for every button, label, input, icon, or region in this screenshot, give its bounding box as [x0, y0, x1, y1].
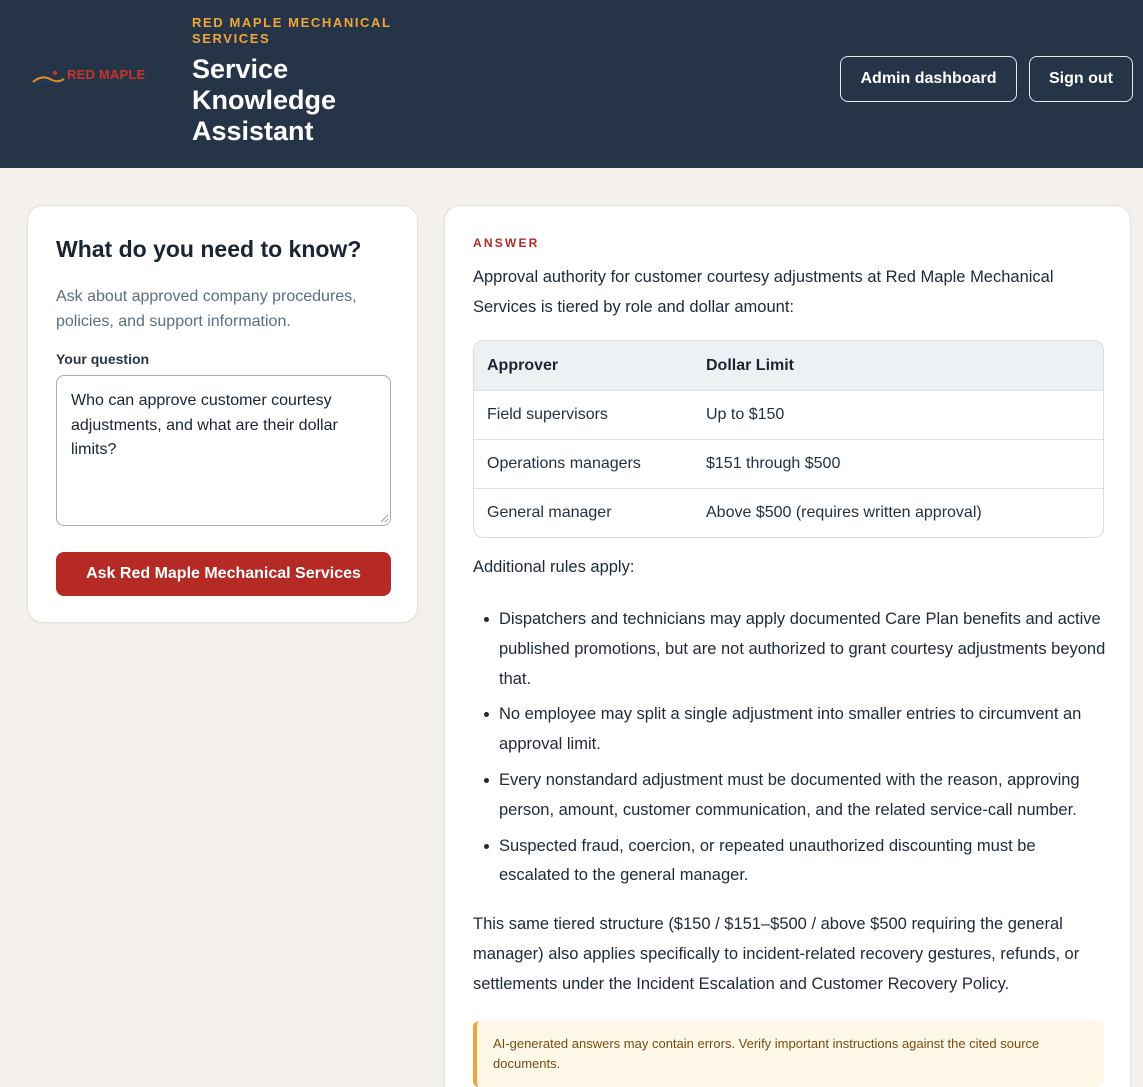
question-label: Your question	[56, 351, 150, 367]
app-title: Service Knowledge Assistant	[192, 54, 337, 146]
maple-swoosh-icon	[30, 62, 70, 92]
table-cell-approver: Field supervisors	[487, 406, 608, 423]
list-item: Every nonstandard adjustment must be documented with the reason, approving person, amount, customer communication, and the related service-call number.	[473, 766, 1108, 826]
brand-block	[192, 15, 422, 147]
ask-submit-button[interactable]: Ask Red Maple Mechanical Services	[56, 552, 391, 596]
table-row	[474, 439, 1103, 488]
table-cell-limit: Above $500 (requires written approval)	[706, 504, 982, 521]
answer-intro: Approval authority for customer courtesy adjustments at Red Maple Mechanical Services is tiered by role and dollar amount:	[473, 268, 1054, 316]
top-header	[0, 0, 1143, 168]
table-cell-approver: General manager	[487, 504, 612, 521]
table-header-row	[474, 341, 1103, 390]
table-row	[474, 390, 1103, 439]
ask-subtitle: Ask about approved company procedures, policies, and support information.	[56, 288, 357, 330]
list-item: Dispatchers and technicians may apply documented Care Plan benefits and active published promotions, but are not authorized to grant courtesy adjustments beyond that.	[473, 605, 1108, 694]
answer-closing: This same tiered structure ($150 / $151–$500 / above $500 requiring the general manager) also applies specifically to incident-related recovery gestures, refunds, or settlements under the Incident Escalation and Customer Recovery Policy.	[473, 915, 1080, 993]
rules-intro: Additional rules apply:	[473, 558, 635, 576]
list-item: No employee may split a single adjustment into smaller entries to circumvent an approval limit.	[473, 700, 1108, 760]
ask-panel	[27, 205, 418, 623]
ai-disclaimer: AI-generated answers may contain errors. Verify important instructions against the cited source documents.	[473, 1021, 1104, 1087]
admin-dashboard-button[interactable]: Admin dashboard	[840, 56, 1017, 102]
company-eyebrow: RED MAPLE MECHANICAL SERVICES	[192, 15, 392, 46]
rules-list	[473, 605, 1108, 897]
table-cell-limit: $151 through $500	[706, 455, 841, 472]
resize-grip-icon[interactable]	[380, 514, 389, 523]
table-header-approver: Approver	[487, 356, 559, 374]
table-row	[474, 488, 1103, 537]
approval-table	[473, 340, 1104, 538]
sign-out-button[interactable]: Sign out	[1029, 56, 1133, 102]
answer-panel	[444, 205, 1131, 1087]
answer-eyebrow: ANSWER	[473, 236, 540, 250]
table-cell-limit: Up to $150	[706, 406, 785, 423]
question-input[interactable]	[56, 375, 391, 526]
logo-text: RED MAPLE	[67, 67, 146, 82]
ask-title: What do you need to know?	[56, 236, 362, 262]
table-cell-approver: Operations managers	[487, 455, 641, 472]
table-header-dollar-limit: Dollar Limit	[706, 356, 795, 374]
list-item: Suspected fraud, coercion, or repeated unauthorized discounting must be escalated to the general manager.	[473, 832, 1108, 892]
company-logo[interactable]	[30, 62, 150, 92]
